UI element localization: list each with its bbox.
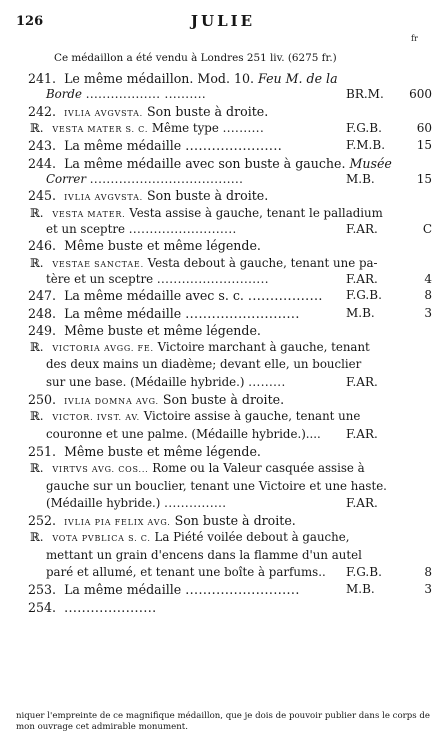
line-content bbox=[46, 222, 237, 237]
catalog-line bbox=[0, 287, 446, 304]
dot-leader: ...................... bbox=[185, 138, 283, 154]
line-content bbox=[46, 495, 226, 512]
line-content bbox=[46, 547, 362, 564]
line-content bbox=[46, 478, 387, 495]
entry-number: 248. bbox=[28, 305, 57, 321]
entry-text: Vesta debout à gauche, tenant une pa- bbox=[147, 255, 378, 270]
entry-text: des deux mains un diadème; devant elle, un bouclier bbox=[46, 357, 362, 372]
line-content bbox=[30, 120, 264, 138]
price-value: 8 bbox=[424, 564, 432, 579]
legend-small-caps: IVLIA DOMNA AVG. bbox=[64, 397, 159, 407]
catalog-line bbox=[0, 103, 446, 120]
catalog-line bbox=[0, 255, 446, 272]
dot-leader: .......... bbox=[222, 120, 265, 135]
line-content bbox=[30, 460, 365, 478]
dot-leader: .................. .......... bbox=[85, 87, 207, 102]
dot-leader: .......................... bbox=[128, 221, 237, 236]
collection-source: F.G.B. bbox=[346, 564, 382, 579]
reverse-marker: ℝ. bbox=[30, 255, 44, 270]
entry-text: (Médaille hybride.) bbox=[46, 495, 161, 510]
reverse-marker: ℝ. bbox=[30, 530, 44, 545]
catalog-line bbox=[0, 443, 446, 460]
catalog-line bbox=[0, 426, 446, 443]
catalog-line bbox=[0, 237, 446, 254]
catalog-line bbox=[0, 512, 446, 529]
catalog-line bbox=[0, 529, 446, 546]
footnote: niquer l'empreinte de ce magnifique médaillon, que je dois de pouvoir publier dans le corps de mon ouvrage cet admirable monument. bbox=[16, 711, 430, 732]
collection-source: M.B. bbox=[346, 171, 375, 186]
catalog-line bbox=[0, 374, 446, 391]
entry-text: Son buste à droite. bbox=[162, 392, 285, 408]
entry-number: 250. bbox=[28, 392, 57, 408]
entry-text: Vesta assise à gauche, tenant le palladium bbox=[129, 205, 383, 220]
entry-text: gauche sur un bouclier, tenant une Victoire et une haste. bbox=[46, 478, 387, 493]
italic-text: Correr bbox=[46, 171, 87, 186]
catalog-line bbox=[0, 581, 446, 598]
reverse-marker: ℝ. bbox=[30, 461, 44, 476]
legend-small-caps: VOTA PVBLICA S. C. bbox=[52, 534, 151, 544]
entry-text: sur une base. (Médaille hybride.) bbox=[46, 374, 245, 389]
line-content bbox=[28, 305, 300, 322]
collection-source: F.AR. bbox=[346, 426, 378, 441]
legend-small-caps: VESTA MATER S. C. bbox=[52, 124, 149, 134]
reverse-marker: ℝ. bbox=[30, 205, 44, 220]
legend-small-caps: VICTORIA AVGG. FE. bbox=[52, 344, 154, 354]
collection-source: F.G.B. bbox=[346, 288, 382, 303]
price-value: 60 bbox=[416, 120, 432, 135]
collection-source: M.B. bbox=[346, 305, 375, 320]
entry-text: paré et allumé, et tenant une boîte à parfums.. bbox=[46, 564, 326, 579]
catalog-line bbox=[0, 460, 446, 477]
entry-text: Même buste et même légende. bbox=[64, 322, 261, 338]
dot-leader: ..................................... bbox=[89, 171, 244, 186]
legend-small-caps: IVLIA AVGVSTA. bbox=[64, 108, 144, 118]
collection-source: F.AR. bbox=[346, 495, 378, 510]
entry-text: Le même médaillon. Mod. 10. bbox=[64, 71, 254, 86]
entry-text: La même médaille avec son buste à gauche. bbox=[64, 155, 346, 171]
legend-small-caps: VESTAE SANCTAE. bbox=[52, 259, 144, 269]
collection-source: F.M.B. bbox=[346, 138, 386, 153]
catalog-line bbox=[0, 272, 446, 287]
entry-text: La même médaille avec s. c. bbox=[64, 288, 244, 304]
entry-text: couronne et une palme. (Médaille hybride.).... bbox=[46, 426, 321, 441]
catalog-line bbox=[0, 356, 446, 373]
entry-number: 245. bbox=[28, 188, 57, 204]
catalog-line bbox=[0, 137, 446, 154]
line-content bbox=[30, 339, 370, 357]
entry-number: 243. bbox=[28, 138, 57, 154]
entry-text: La Piété voilée debout à gauche, bbox=[154, 530, 350, 545]
price-value: 3 bbox=[424, 582, 432, 597]
line-content bbox=[46, 426, 321, 443]
line-content bbox=[28, 237, 261, 254]
entry-text: Son buste à droite. bbox=[174, 513, 296, 529]
entry-number: 249. bbox=[28, 322, 57, 338]
line-content bbox=[28, 155, 392, 172]
entry-number: 254. bbox=[28, 599, 57, 615]
line-content bbox=[46, 564, 326, 581]
line-content bbox=[28, 443, 261, 460]
price-value: 600 bbox=[409, 87, 432, 102]
price-value: 8 bbox=[424, 288, 432, 303]
entry-text: et un sceptre bbox=[46, 221, 125, 236]
dot-leader: .......................... bbox=[185, 582, 300, 598]
line-content bbox=[30, 408, 360, 426]
entry-number: 251. bbox=[28, 443, 57, 459]
entry-number: 247. bbox=[28, 288, 57, 304]
line-content bbox=[28, 599, 157, 616]
dot-leader: ......... bbox=[248, 374, 286, 389]
catalog-line bbox=[0, 564, 446, 581]
line-content bbox=[46, 374, 286, 391]
entry-text: Son buste à droite. bbox=[147, 103, 269, 119]
line-content bbox=[46, 272, 269, 287]
collection-source: F.AR. bbox=[346, 221, 378, 236]
dot-leader: ........................... bbox=[156, 271, 269, 286]
reverse-marker: ℝ. bbox=[30, 340, 44, 355]
catalog-line bbox=[0, 547, 446, 564]
entry-number: 252. bbox=[28, 513, 57, 529]
entry-number: 246. bbox=[28, 238, 57, 254]
legend-small-caps: VIRTVS AVG. COS... bbox=[52, 465, 149, 475]
entry-number: 253. bbox=[28, 582, 57, 598]
entry-number: 242. bbox=[28, 103, 57, 119]
catalog-line bbox=[0, 408, 446, 425]
collection-source: F.AR. bbox=[346, 271, 378, 286]
line-content bbox=[30, 255, 378, 273]
reverse-marker: ℝ. bbox=[30, 120, 44, 135]
entry-text: Même buste et même légende. bbox=[64, 238, 261, 254]
page-number: 126 bbox=[16, 14, 44, 29]
line-content bbox=[28, 70, 338, 87]
catalog-line bbox=[0, 222, 446, 237]
entry-text: La même médaille bbox=[64, 305, 182, 321]
italic-text: Musée bbox=[349, 155, 392, 171]
dot-leader: .......................... bbox=[185, 305, 300, 321]
price-value: 3 bbox=[424, 305, 432, 320]
line-content bbox=[30, 529, 349, 547]
catalog-line bbox=[0, 478, 446, 495]
price-value: 4 bbox=[424, 271, 432, 286]
reverse-marker: ℝ. bbox=[30, 409, 44, 424]
line-content bbox=[30, 205, 383, 223]
entry-text: tère et un sceptre bbox=[46, 271, 154, 286]
catalog-line bbox=[0, 391, 446, 408]
entry-text: La même médaille bbox=[64, 138, 182, 154]
catalog-line bbox=[0, 155, 446, 172]
entry-text: mettant un grain d'encens dans la flamme d'un autel bbox=[46, 547, 362, 562]
line-content bbox=[28, 322, 261, 339]
price-value: 15 bbox=[416, 171, 432, 186]
catalog-line bbox=[0, 322, 446, 339]
catalog-line bbox=[0, 495, 446, 512]
dot-leader: ............... bbox=[164, 495, 227, 510]
line-content bbox=[28, 137, 282, 154]
catalog-line bbox=[0, 205, 446, 222]
collection-source: F.G.B. bbox=[346, 120, 382, 135]
italic-text: Borde bbox=[46, 87, 82, 102]
dot-leader: ..................... bbox=[64, 599, 157, 615]
entry-number: 244. bbox=[28, 155, 57, 171]
catalog-line bbox=[0, 339, 446, 356]
page-header bbox=[0, 10, 446, 34]
line-content bbox=[46, 87, 206, 102]
line-content bbox=[46, 356, 361, 373]
entry-text: Rome ou la Valeur casquée assise à bbox=[152, 461, 365, 476]
running-title: JULIE bbox=[190, 12, 256, 30]
catalog-line bbox=[0, 172, 446, 187]
legend-small-caps: VICTOR. IVST. AV. bbox=[52, 413, 140, 423]
catalog-entries bbox=[0, 70, 446, 616]
catalog-line bbox=[0, 187, 446, 204]
legend-small-caps: VESTA MATER. bbox=[52, 209, 126, 219]
italic-text: Feu M. de la bbox=[258, 71, 338, 86]
price-value: C bbox=[422, 221, 432, 236]
collection-source: F.AR. bbox=[346, 374, 378, 389]
entry-text: Son buste à droite. bbox=[147, 188, 269, 204]
legend-small-caps: IVLIA AVGVSTA. bbox=[64, 193, 144, 203]
collection-source: BR.M. bbox=[346, 87, 384, 102]
entry-text: La même médaille bbox=[64, 582, 182, 598]
entry-text: Victoire marchant à gauche, tenant bbox=[157, 340, 370, 355]
collection-source: M.B. bbox=[346, 582, 375, 597]
line-content bbox=[46, 172, 243, 187]
line-content bbox=[28, 287, 323, 304]
catalog-line bbox=[0, 305, 446, 322]
dot-leader: ................. bbox=[247, 288, 323, 304]
sale-note: Ce médaillon a été vendu à Londres 251 liv. (6275 fr.) bbox=[54, 52, 337, 64]
price-value: 15 bbox=[416, 138, 432, 153]
entry-number: 241. bbox=[28, 71, 57, 86]
catalog-line bbox=[0, 70, 446, 87]
entry-text: Même type bbox=[151, 120, 219, 135]
line-content bbox=[28, 581, 300, 598]
legend-small-caps: IVLIA PIA FELIX AVG. bbox=[64, 518, 171, 528]
entry-text: Victoire assise à gauche, tenant une bbox=[143, 409, 361, 424]
catalog-line bbox=[0, 599, 446, 616]
price-column-label: fr bbox=[411, 34, 418, 43]
catalog-line bbox=[0, 120, 446, 137]
catalog-line bbox=[0, 87, 446, 102]
entry-text: Même buste et même légende. bbox=[64, 443, 261, 459]
